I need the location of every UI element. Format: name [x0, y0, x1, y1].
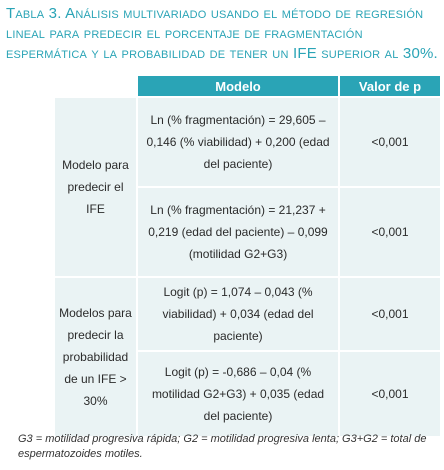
table-footnote: G3 = motilidad progresiva rápida; G2 = motilidad progresiva lenta; G3+G2 = total de espermatozoides motiles. [18, 433, 427, 460]
header-row [55, 76, 442, 96]
formula-cell: Logit (p) = -0,686 – 0,04 (% motilidad G2+G3) + 0,035 (edad del paciente) [138, 350, 340, 436]
table-row [55, 96, 442, 186]
p-value-cell: <0,001 [340, 350, 442, 436]
formula-cell: Logit (p) = 1,074 – 0,043 (% viabilidad) + 0,034 (edad del paciente) [138, 276, 340, 350]
table-row [55, 276, 442, 350]
group-label-ife: Modelo para predecir el IFE [55, 96, 138, 276]
regression-table [55, 76, 442, 436]
p-value-cell: <0,001 [340, 96, 442, 186]
group-label-probabilidad: Modelos para predecir la probabilidad de un IFE > 30% [55, 276, 138, 436]
formula-cell: Ln (% fragmentación) = 29,605 – 0,146 (% viabilidad) + 0,200 (edad del paciente) [138, 96, 340, 186]
p-value-cell: <0,001 [340, 186, 442, 276]
table-caption: Tabla 3. Análisis multivariado usando el método de regresión lineal para predecir el porcentaje de fragmentación espermática y la probabilidad de tener un IFE superior al 30%. [6, 5, 438, 62]
header-modelo: Modelo [138, 76, 340, 96]
header-valor-p: Valor de p [340, 76, 442, 96]
formula-cell: Ln (% fragmentación) = 21,237 + 0,219 (edad del paciente) – 0,099 (motilidad G2+G3) [138, 186, 340, 276]
regression-table-container [55, 76, 442, 436]
header-blank [55, 76, 138, 96]
p-value-cell: <0,001 [340, 276, 442, 350]
